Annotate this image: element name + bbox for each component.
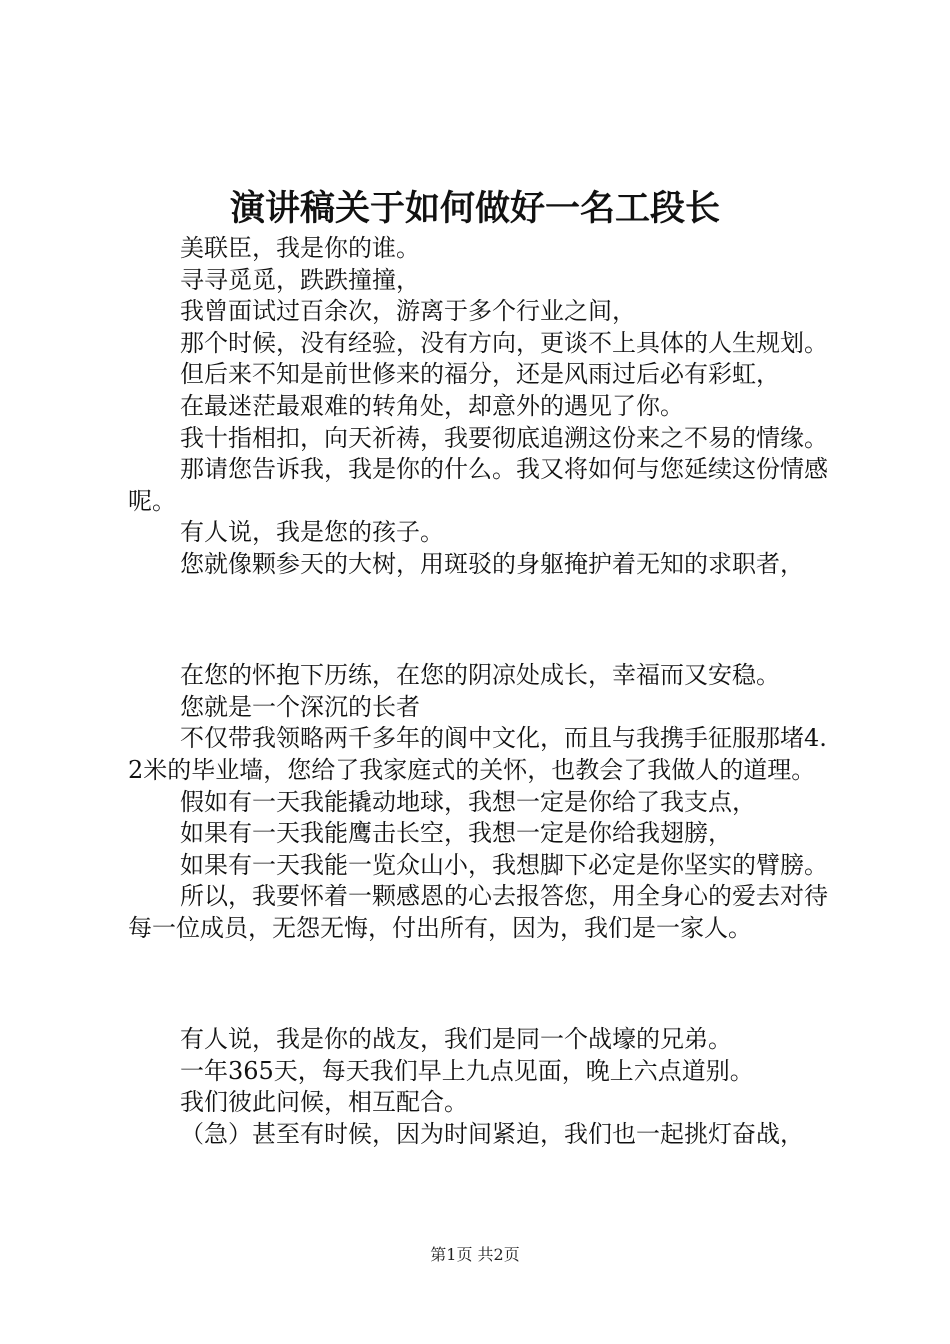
- body-paragraph: 但后来不知是前世修来的福分，还是风雨过后必有彩虹，: [180, 360, 780, 389]
- document-title: 演讲稿关于如何做好一名工段长: [229, 188, 720, 229]
- body-paragraph: 我曾面试过百余次，游离于多个行业之间，: [180, 297, 636, 326]
- blank-line: [128, 968, 840, 1000]
- body-paragraph: （急）甚至有时候，因为时间紧迫，我们也一起挑灯奋战，: [180, 1119, 804, 1148]
- page-footer: 第1页 共2页: [430, 1245, 520, 1264]
- body-paragraph: 我们彼此问候，相互配合。: [180, 1088, 468, 1117]
- body-paragraph: 那请您告诉我，我是你的什么。我又将如何与您延续这份情感呢。: [128, 455, 828, 515]
- body-paragraph: 假如有一天我能撬动地球，我想一定是你给了我支点，: [180, 787, 756, 816]
- body-paragraph: 我十指相扣，向天祈祷，我要彻底追溯这份来之不易的情缘。: [180, 423, 828, 452]
- body-paragraph: 不仅带我领略两千多年的阆中文化，而且与我携手征服那堵4.2米的毕业墙，您给了我家庭式的关怀，也教会了我做人的道理。: [128, 724, 827, 784]
- blank-line: [128, 605, 840, 637]
- body-paragraph: 您就像颗参天的大树，用斑驳的身躯掩护着无知的求职者，: [180, 549, 804, 578]
- body-paragraph: 有人说，我是您的孩子。: [180, 518, 444, 547]
- body-paragraph: 有人说，我是你的战友，我们是同一个战壕的兄弟。: [180, 1025, 732, 1054]
- body-paragraph: 在您的怀抱下历练，在您的阴凉处成长，幸福而又安稳。: [180, 661, 780, 690]
- body-paragraph: 一年365天，每天我们早上九点见面，晚上六点道别。: [180, 1056, 754, 1085]
- body-paragraph: 在最迷茫最艰难的转角处，却意外的遇见了你。: [180, 391, 684, 420]
- body-paragraph: 所以，我要怀着一颗感恩的心去报答您，用全身心的爱去对待每一位成员，无怨无悔，付出所有，因为，我们是一家人。: [128, 882, 828, 942]
- body-paragraph: 如果有一天我能鹰击长空，我想一定是你给我翅膀，: [180, 819, 732, 848]
- document-body: [128, 233, 840, 1150]
- body-paragraph: 寻寻觅觅，跌跌撞撞，: [180, 265, 420, 294]
- body-paragraph: 美联臣，我是你的谁。: [180, 234, 420, 262]
- body-paragraph: 如果有一天我能一览众山小，我想脚下必定是你坚实的臂膀。: [180, 850, 828, 879]
- body-paragraph: 您就是一个深沉的长者: [180, 692, 420, 721]
- body-paragraph: 那个时候，没有经验，没有方向，更谈不上具体的人生规划。: [180, 328, 828, 357]
